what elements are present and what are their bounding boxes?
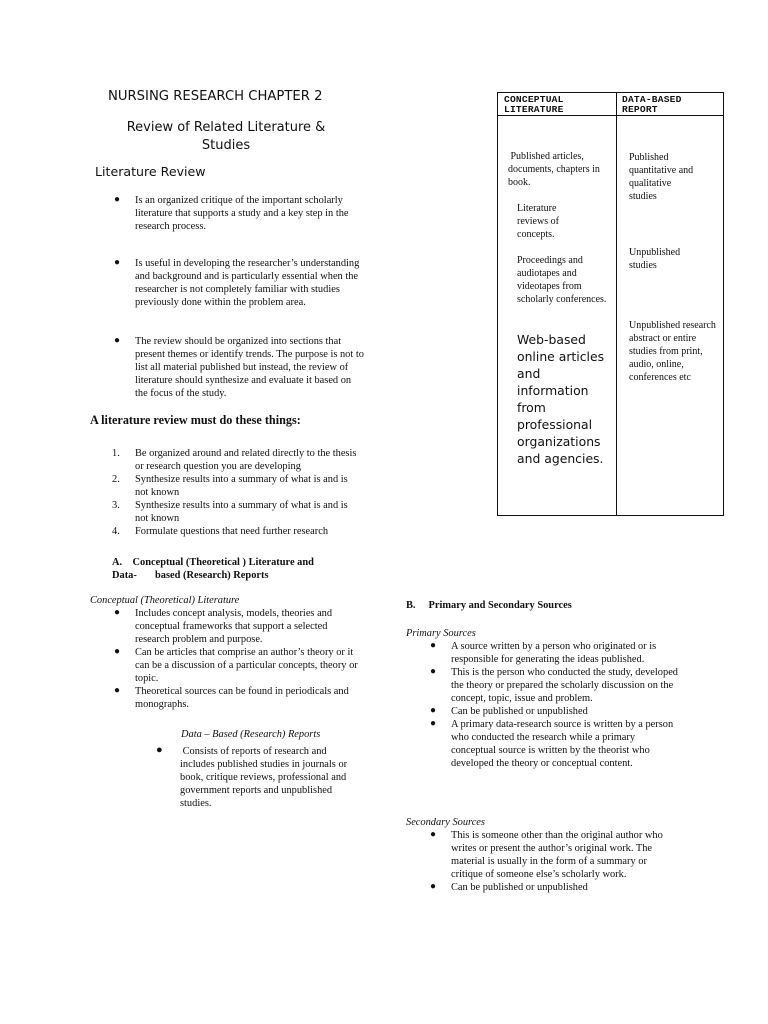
table-cell: Published quantitative and qualitative studies xyxy=(629,152,694,202)
bullet-icon: ● xyxy=(430,640,437,651)
data-based-bullet-list xyxy=(156,744,360,810)
bullet-icon: ● xyxy=(114,607,121,618)
table-header-divider xyxy=(498,115,723,116)
section-b-heading: B. Primary and Secondary Sources xyxy=(406,600,572,611)
bullet-icon: ● xyxy=(114,685,121,696)
bullet-icon: ● xyxy=(430,718,437,729)
list-item: ● Can be published or unpublished xyxy=(430,705,588,717)
list-item: ● A source written by a person who originated or is responsible for generating the ideas published. xyxy=(430,640,657,665)
bullet-icon: ● xyxy=(430,881,437,892)
table-cell: Proceedings and audiotapes and videotapes from scholarly conferences. xyxy=(517,255,607,305)
table-header-conceptual: CONCEPTUAL LITERATURE xyxy=(504,94,564,115)
bullet-icon: ● xyxy=(430,666,437,677)
table-header-data-based: DATA-BASED REPORT xyxy=(622,94,682,115)
bullet-icon: ● xyxy=(430,829,437,840)
section-a-heading: A. Conceptual (Theoretical ) Literature and Data- based (Research) Reports xyxy=(112,557,314,581)
bullet-icon: ● xyxy=(114,646,121,657)
list-item: ● This is someone other than the original author who writes or present the author’s original work. The material is usually in the form of a summary or critique of someone else’s scholarly work. xyxy=(430,829,663,880)
bullet-icon: ● xyxy=(156,744,163,756)
table-cell: Web-based online articles and information from professional organizations and agencies. xyxy=(517,332,605,466)
bullet-icon: ● xyxy=(114,194,121,205)
list-item: ● A primary data-research source is written by a person who conducted the research while a primary conceptual source is written by the theorist who developed the theory or conceptual content. xyxy=(430,718,674,769)
list-item: ● This is the person who conducted the study, developed the theory or prepared the scholarly discussion on the concept, topic, issue and problem. xyxy=(430,666,679,704)
conceptual-literature-label: Conceptual (Theoretical) Literature xyxy=(90,595,240,606)
list-item: 2. Synthesize results into a summary of what is and is not known xyxy=(112,474,348,498)
literature-review-heading: Literature Review xyxy=(95,164,206,179)
page-title: NURSING RESEARCH CHAPTER 2 xyxy=(108,89,323,104)
table-cell: Published articles, documents, chapters in book. xyxy=(508,151,600,188)
list-item: ● The review should be organized into sections that present themes or identify trends. The purpose is not to list all material published but instead, the review of literature should synthesize and evaluate it based on the focus of the study. xyxy=(114,335,364,399)
data-based-reports-label: Data – Based (Research) Reports xyxy=(181,729,321,740)
table-cell: Unpublished research abstract or entire studies from print, audio, online, conferences etc xyxy=(629,320,716,383)
bullet-icon: ● xyxy=(430,705,437,716)
primary-sources-label: Primary Sources xyxy=(406,628,476,639)
list-item: 1. Be organized around and related directly to the thesis or research question you are developing xyxy=(112,448,357,472)
list-item: ● Includes concept analysis, models, theories and conceptual frameworks that support a selected research problem and purpose. xyxy=(114,607,333,645)
conceptual-bullet-list xyxy=(114,607,360,711)
must-do-heading: A literature review must do these things: xyxy=(90,413,301,427)
table-cell: Unpublished studies xyxy=(629,247,681,271)
list-item: ● Theoretical sources can be found in periodicals and monographs. xyxy=(114,685,349,710)
table-cell: Literature reviews of concepts. xyxy=(517,203,559,240)
list-item: ● Is an organized critique of the important scholarly literature that supports a study and a key step in the research process. xyxy=(114,194,349,232)
page-subtitle: Review of Related Literature & Studies xyxy=(126,120,326,153)
secondary-sources-label: Secondary Sources xyxy=(406,817,485,828)
table-column-divider xyxy=(616,93,617,515)
bullet-icon: ● xyxy=(114,335,121,346)
list-item: ● Consists of reports of research and includes published studies in journals or book, critique reviews, professional and government reports and unpublished studies. xyxy=(156,744,348,809)
list-item: 3. Synthesize results into a summary of what is and is not known xyxy=(112,500,348,524)
secondary-sources-bullet-list xyxy=(430,829,681,894)
list-item: ● Can be published or unpublished xyxy=(430,881,588,893)
lit-review-bullet-list xyxy=(114,194,365,400)
list-item: ● Can be articles that comprise an author’s theory or it can be a discussion of a particular concepts, theory or topic. xyxy=(114,646,358,684)
comparison-table xyxy=(497,92,724,516)
bullet-icon: ● xyxy=(114,257,121,268)
list-item: ● Is useful in developing the researcher’s understanding and background and is particularly essential when the researcher is not completely familiar with studies previously done within the problem area. xyxy=(114,257,360,308)
must-do-list xyxy=(112,447,360,538)
list-item: 4. Formulate questions that need further research xyxy=(112,526,329,537)
primary-sources-bullet-list xyxy=(430,640,681,770)
